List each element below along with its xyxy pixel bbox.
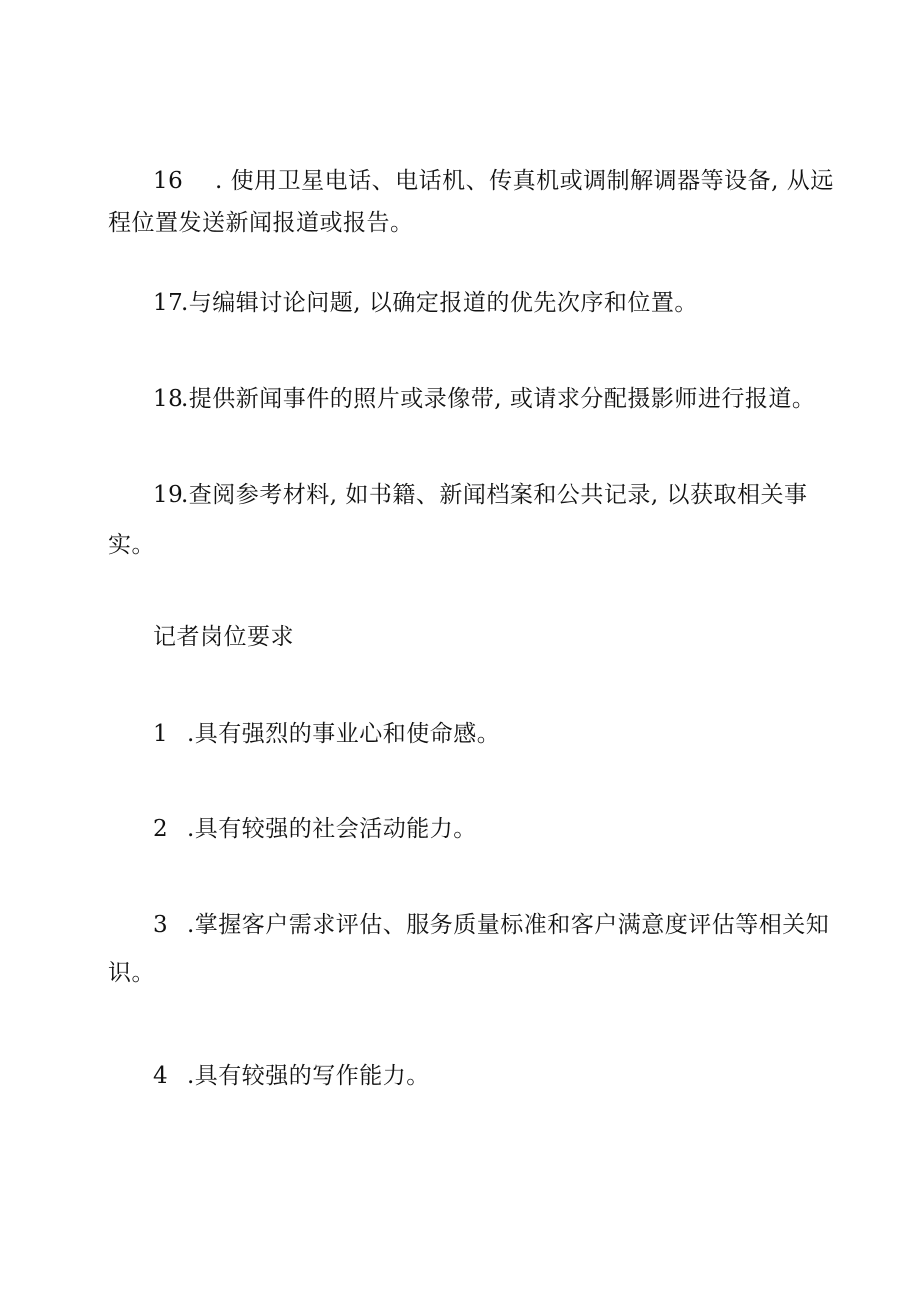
item-text: .提供新闻事件的照片或录像带, 或请求分配摄影师进行报道。 <box>181 386 816 412</box>
list-item-first-line <box>108 474 808 516</box>
list-item-17 <box>108 282 808 324</box>
item-text: .查阅参考材料, 如书籍、新闻档案和公共记录, 以获取相关事 <box>181 482 808 508</box>
item-number: 1 <box>153 721 169 747</box>
list-item-first-line <box>108 378 816 420</box>
item-number: 18 <box>153 386 184 412</box>
item-number: 16 <box>153 168 184 194</box>
list-item-first-line <box>108 160 834 202</box>
item-number: 2 <box>153 816 169 842</box>
list-item-3 <box>108 904 830 994</box>
list-item-4 <box>108 1055 808 1097</box>
list-item-16 <box>108 160 834 244</box>
list-item-first-line <box>108 282 808 324</box>
item-text: . 使用卫星电话、电话机、传真机或调制解调器等设备, 从远 <box>215 168 834 194</box>
list-item-first-line <box>108 1055 808 1097</box>
list-item-continuation: 实。 <box>108 532 155 558</box>
item-number: 17 <box>153 290 184 316</box>
list-item-18 <box>108 378 816 420</box>
list-item-19 <box>108 474 808 566</box>
item-number: 4 <box>153 1063 169 1089</box>
item-text: .掌握客户需求评估、服务质量标准和客户满意度评估等相关知 <box>187 912 830 938</box>
list-item-first-line <box>108 904 830 946</box>
item-text: .具有强烈的事业心和使命感。 <box>187 721 501 747</box>
list-item-first-line <box>108 808 808 850</box>
item-number: 3 <box>153 912 169 938</box>
list-item-continuation: 程位置发送新闻报道或报告。 <box>108 210 414 236</box>
section-heading: 记者岗位要求 <box>153 624 294 650</box>
item-number: 19 <box>153 482 184 508</box>
list-item-continuation: 识。 <box>108 960 155 986</box>
item-text: .与编辑讨论问题, 以确定报道的优先次序和位置。 <box>181 290 698 316</box>
item-text: .具有较强的社会活动能力。 <box>187 816 477 842</box>
list-item-first-line <box>108 713 808 755</box>
item-text: .具有较强的写作能力。 <box>187 1063 430 1089</box>
list-item-1 <box>108 713 808 755</box>
list-item-2 <box>108 808 808 850</box>
